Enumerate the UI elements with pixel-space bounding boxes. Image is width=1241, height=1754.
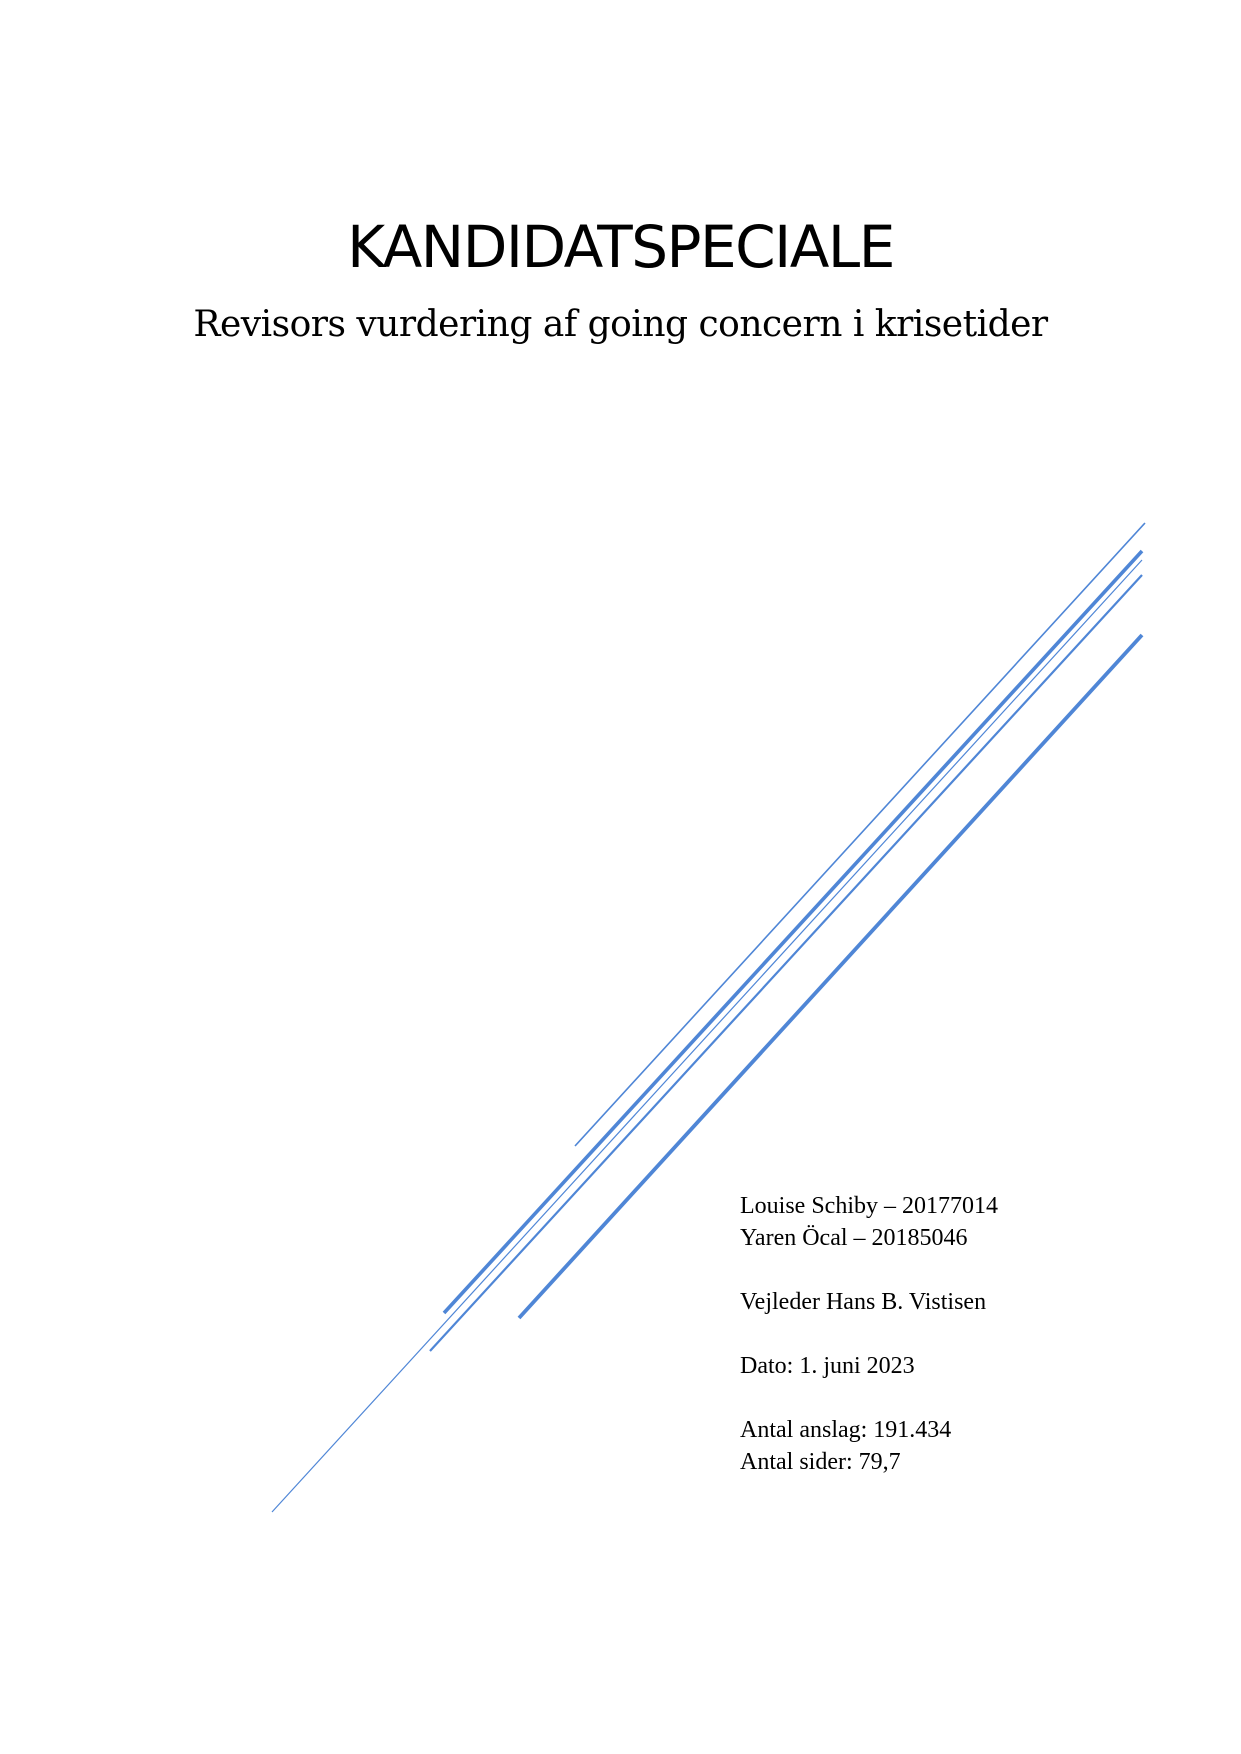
- diagonal-line-1: [575, 523, 1145, 1146]
- supervisor: Vejleder Hans B. Vistisen: [740, 1289, 987, 1315]
- diagonal-line-3: [272, 560, 1142, 1512]
- cover-info-block: [740, 1190, 998, 1478]
- author-2: Yaren Öcal – 20185046: [740, 1225, 968, 1251]
- author-1: Louise Schiby – 20177014: [740, 1193, 998, 1219]
- page-count: Antal sider: 79,7: [740, 1449, 901, 1475]
- character-count: Antal anslag: 191.434: [740, 1417, 952, 1443]
- document-subtitle: Revisors vurdering af going concern i krisetider: [193, 304, 1048, 345]
- date: Dato: 1. juni 2023: [740, 1353, 915, 1379]
- document-title: KANDIDATSPECIALE: [347, 213, 894, 281]
